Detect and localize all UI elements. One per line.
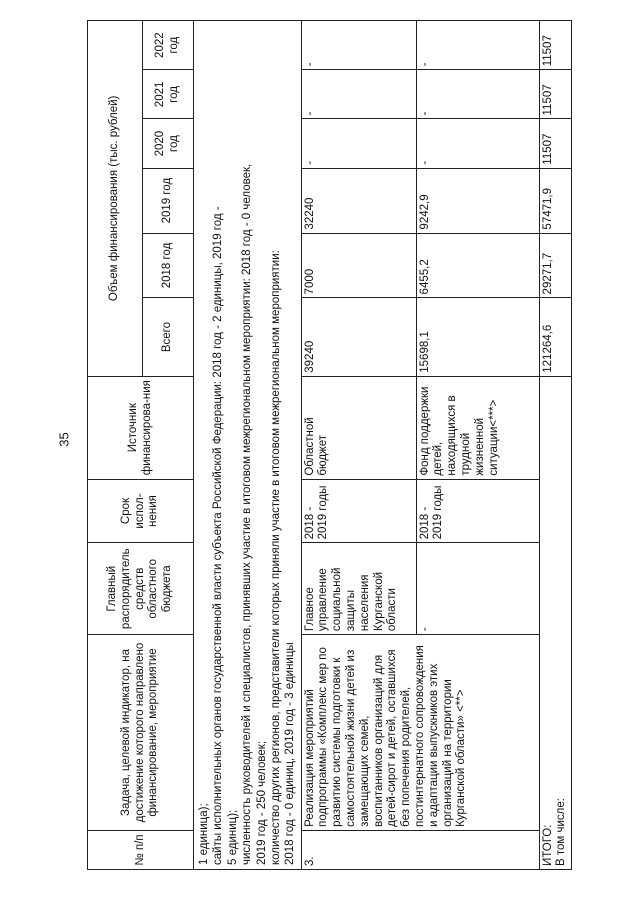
row-term: 2018 - 2019 годы xyxy=(301,479,416,543)
row-2021: - xyxy=(416,70,539,119)
row-2019: 9242,9 xyxy=(416,168,539,233)
indicator-text xyxy=(194,21,302,870)
table-row xyxy=(301,21,416,870)
indicator-line: количество других регионов, представители которых приняли участие в итоговом межрегиональном мероприятии: xyxy=(269,250,282,865)
row-2020: - xyxy=(301,119,416,168)
row-source: Фонд поддержки детей, находящихся в трудной жизненной ситуации<***> xyxy=(416,376,539,479)
header-2021: 2021 год xyxy=(143,70,194,119)
row-2019: 32240 xyxy=(301,168,416,233)
total-2020: 11507 xyxy=(539,119,572,168)
row-manager: Главное управление социальной защиты населения Курганской области xyxy=(301,543,416,635)
header-total: Всего xyxy=(143,298,194,376)
indicator-line: численность руководителей и специалистов, принявших участие в итоговом межрегиональном мероприятии: 2018 год - 0 человек, xyxy=(241,163,254,865)
header-2022: 2022 год xyxy=(143,21,194,70)
row-num: 3. xyxy=(301,830,539,869)
row-total: 15698,1 xyxy=(416,298,539,376)
header-row xyxy=(88,21,143,870)
header-2019: 2019 год xyxy=(143,168,194,233)
header-volume: Объем финансирования (тыс. рублей) xyxy=(88,21,143,377)
row-task: Реализация мероприятий подпрограммы «Комплекс мер по развитию системы подготовки к самостоятельной жизни детей из замещающих семей, воспитанников организаций для детей-сирот и детей, оставшихся без попечения родителей, постинтернатного сопровождения и адаптации выпускников этих организаций на территории Курганской области» <**> xyxy=(301,635,539,831)
indicator-line: сайты исполнительных органов государственной власти субъекта Российской Федерации: 2018 год - 2 единицы, 2019 год - xyxy=(212,206,225,865)
row-source: Областной бюджет xyxy=(301,376,416,479)
row-manager: - xyxy=(416,543,539,635)
row-2022: - xyxy=(416,21,539,70)
row-2021: - xyxy=(301,70,416,119)
total-label-text: ИТОГО: xyxy=(541,824,554,866)
header-2018: 2018 год xyxy=(143,233,194,298)
row-2018: 7000 xyxy=(301,233,416,298)
total-2018: 29271,7 xyxy=(539,233,572,298)
header-source: Источник финансирова-ния xyxy=(88,376,194,479)
total-sum: 121264,6 xyxy=(539,298,572,376)
total-2019: 57471,9 xyxy=(539,168,572,233)
including-label: В том числе: xyxy=(555,798,568,866)
row-2020: - xyxy=(416,119,539,168)
row-term: 2018 - 2019 годы xyxy=(416,479,539,543)
rotated-page-content xyxy=(87,20,568,870)
header-task: Задача, целевой индикатор, на достижение которого направлено финансирование, мероприятие xyxy=(88,635,194,831)
row-total: 39240 xyxy=(301,298,416,376)
header-term: Срок испол-нения xyxy=(88,479,194,543)
total-row xyxy=(539,21,572,870)
row-2018: 6455,2 xyxy=(416,233,539,298)
indicator-line: 1 единица); xyxy=(198,803,210,865)
financing-table xyxy=(87,20,572,870)
page-number: 35 xyxy=(56,432,72,447)
indicator-span-row xyxy=(194,21,302,870)
total-2021: 11507 xyxy=(539,70,572,119)
header-num: № п/п xyxy=(88,830,194,869)
header-manager: Главный распорядитель средств областного бюджета xyxy=(88,543,194,635)
indicator-line: 2019 год - 250 человек; xyxy=(255,740,268,865)
header-2020: 2020 год xyxy=(143,119,194,168)
total-2022: 11507 xyxy=(539,21,572,70)
row-2022: - xyxy=(301,21,416,70)
indicator-line: 5 единиц); xyxy=(226,809,239,865)
total-label xyxy=(539,376,572,869)
indicator-line: 2018 год - 0 единиц, 2019 год - 3 единицы xyxy=(284,642,297,865)
